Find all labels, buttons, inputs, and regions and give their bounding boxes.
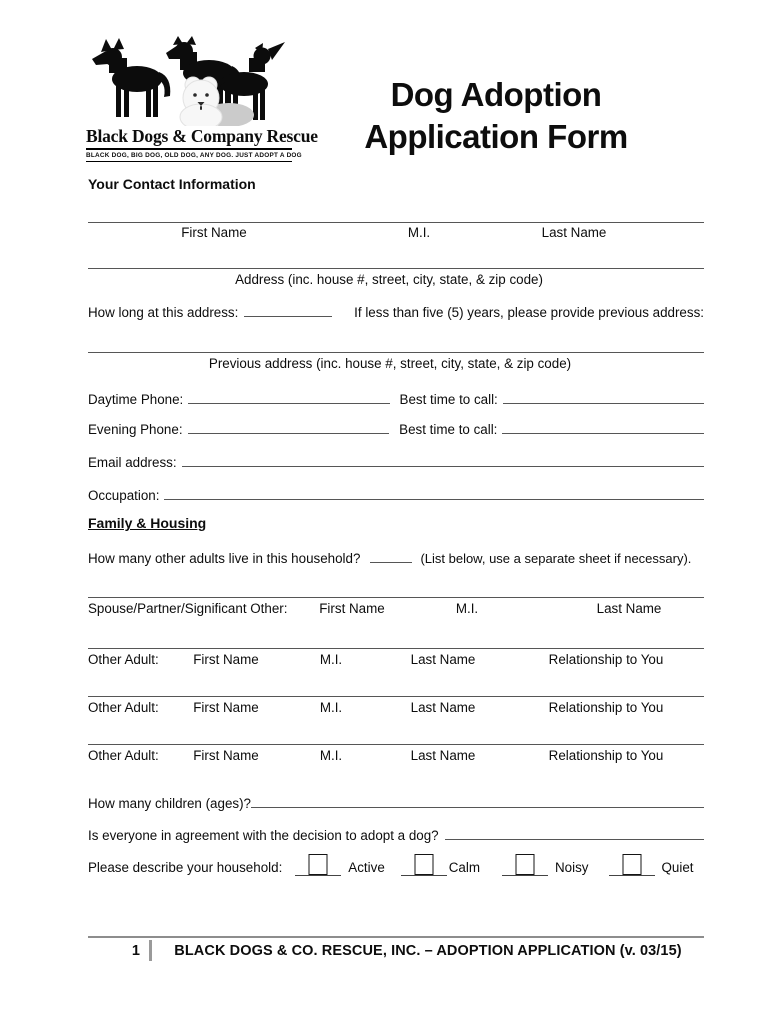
other-adult-middle-initial-label: M.I. — [319, 652, 343, 667]
other-adult-last-name-label: Last Name — [410, 748, 476, 763]
household-row — [88, 848, 704, 876]
other-adult-first-name-label: First Name — [193, 748, 259, 763]
spouse-first-name-label: First Name — [319, 601, 385, 616]
other-adult-label: Other Adult: — [88, 700, 159, 715]
how-long-note: If less than five (5) years, please provide previous address: — [354, 305, 704, 320]
agreement-question: Is everyone in agreement with the decision to adopt a dog? — [88, 828, 439, 843]
spouse-label-row — [88, 601, 704, 619]
calm-checkbox[interactable] — [414, 854, 433, 875]
household-option-quiet — [609, 848, 694, 876]
evening-phone-row — [88, 419, 704, 437]
daytime-best-time-blank[interactable] — [503, 389, 704, 404]
dogs-logo-icon — [89, 36, 289, 126]
family-section-heading: Family & Housing — [88, 515, 207, 531]
rescue-name: Black Dogs & Company Rescue — [86, 126, 292, 150]
daytime-best-time-label: Best time to call: — [399, 392, 498, 407]
email-blank[interactable] — [182, 452, 704, 467]
other-adult-first-name-label: First Name — [193, 652, 259, 667]
address-label: Address (inc. house #, street, city, state, & zip code) — [235, 272, 543, 287]
spouse-last-name-label: Last Name — [596, 601, 662, 616]
spouse-label: Spouse/Partner/Significant Other: — [88, 601, 288, 616]
active-checkbox-line — [295, 848, 341, 876]
daytime-phone-row — [88, 389, 704, 407]
other-adult-middle-initial-label: M.I. — [319, 700, 343, 715]
other-adult-relationship-label: Relationship to You — [548, 652, 664, 667]
noisy-checkbox[interactable] — [516, 854, 535, 875]
email-label: Email address: — [88, 455, 177, 470]
children-blank[interactable] — [251, 793, 704, 808]
other-adult-relationship-label: Relationship to You — [548, 700, 664, 715]
how-long-row — [88, 302, 704, 320]
household-question: Please describe your household: — [88, 860, 283, 875]
occupation-row — [88, 485, 704, 503]
other-adult-2-write-line[interactable] — [88, 696, 704, 697]
other-adult-label: Other Adult: — [88, 652, 159, 667]
rescue-tagline: BLACK DOG, BIG DOG, OLD DOG, ANY DOG. JUST ADOPT A DOG — [86, 150, 292, 162]
email-row — [88, 452, 704, 470]
household-option-active — [295, 848, 384, 876]
occupation-label: Occupation: — [88, 488, 160, 503]
middle-initial-label: M.I. — [407, 225, 431, 240]
white-dog-silhouette — [180, 77, 222, 126]
previous-address-write-line[interactable] — [88, 352, 704, 353]
form-title — [326, 74, 666, 158]
other-adult-2-label-row — [88, 700, 704, 718]
agreement-row — [88, 825, 704, 843]
other-adult-relationship-label: Relationship to You — [548, 748, 664, 763]
evening-phone-label: Evening Phone: — [88, 422, 183, 437]
left-dog-silhouette — [92, 38, 170, 117]
previous-address-label: Previous address (inc. house #, street, city, state, & zip code) — [208, 356, 572, 371]
other-adult-middle-initial-label: M.I. — [319, 748, 343, 763]
other-adult-label: Other Adult: — [88, 748, 159, 763]
footer-divider — [88, 936, 704, 938]
other-adults-row — [88, 548, 704, 566]
noisy-checkbox-line — [502, 848, 548, 876]
footer — [88, 940, 704, 961]
footer-title: BLACK DOGS & CO. RESCUE, INC. – ADOPTION APPLICATION (v. 03/15) — [174, 942, 682, 959]
first-name-label: First Name — [181, 225, 247, 240]
calm-label: Calm — [448, 860, 481, 875]
address-label-row — [88, 272, 704, 290]
other-adult-1-label-row — [88, 652, 704, 670]
other-adult-first-name-label: First Name — [193, 700, 259, 715]
calm-checkbox-line — [401, 848, 447, 876]
previous-address-label-row — [88, 356, 704, 374]
quiet-checkbox[interactable] — [622, 854, 641, 875]
rescue-logo — [86, 36, 318, 162]
contact-section-heading: Your Contact Information — [88, 176, 256, 192]
address-write-line[interactable] — [88, 268, 704, 269]
other-adult-3-label-row — [88, 748, 704, 766]
name-write-line[interactable] — [88, 222, 704, 223]
other-adults-blank[interactable] — [370, 548, 412, 563]
how-long-label: How long at this address: — [88, 305, 239, 320]
form-title-line1: Dog Adoption — [390, 76, 602, 113]
evening-phone-blank[interactable] — [188, 419, 390, 434]
evening-best-time-label: Best time to call: — [399, 422, 498, 437]
evening-best-time-blank[interactable] — [502, 419, 704, 434]
spouse-write-line[interactable] — [88, 597, 704, 598]
occupation-blank[interactable] — [164, 485, 704, 500]
name-column-labels — [88, 225, 704, 243]
other-adult-3-write-line[interactable] — [88, 744, 704, 745]
daytime-phone-blank[interactable] — [188, 389, 389, 404]
spouse-middle-initial-label: M.I. — [455, 601, 479, 616]
last-name-label: Last Name — [541, 225, 607, 240]
noisy-label: Noisy — [555, 860, 589, 875]
other-adults-note: (List below, use a separate sheet if necessary). — [420, 551, 692, 566]
form-title-line2: Application Form — [364, 118, 628, 155]
how-long-blank[interactable] — [244, 302, 332, 317]
agreement-blank[interactable] — [445, 825, 704, 840]
other-adult-1-write-line[interactable] — [88, 648, 704, 649]
other-adults-question: How many other adults live in this household? — [88, 551, 361, 566]
children-row — [88, 793, 704, 811]
household-option-calm — [401, 848, 480, 876]
active-label: Active — [348, 860, 385, 875]
children-question: How many children (ages)? — [88, 796, 251, 811]
household-option-noisy — [502, 848, 588, 876]
other-adult-last-name-label: Last Name — [410, 700, 476, 715]
quiet-checkbox-line — [609, 848, 655, 876]
daytime-phone-label: Daytime Phone: — [88, 392, 184, 407]
active-checkbox[interactable] — [309, 854, 328, 875]
quiet-label: Quiet — [661, 860, 694, 875]
page-number: 1 — [131, 942, 140, 959]
other-adult-last-name-label: Last Name — [410, 652, 476, 667]
